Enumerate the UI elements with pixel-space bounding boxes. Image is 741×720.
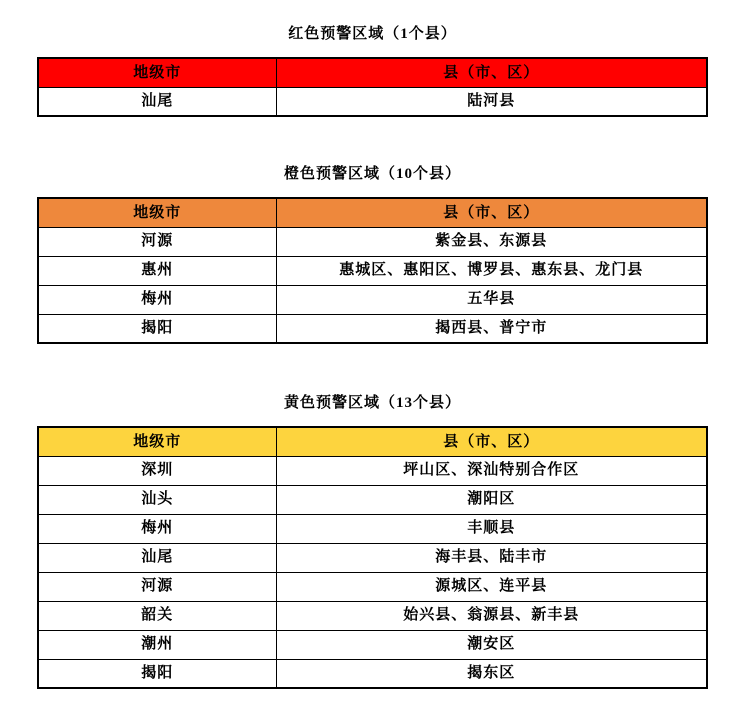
city-cell: 汕尾 [38, 87, 276, 116]
city-cell: 揭阳 [38, 314, 276, 343]
table-row [38, 456, 707, 485]
city-cell: 韶关 [38, 601, 276, 630]
red-table-header-row [38, 58, 707, 87]
county-cell: 揭东区 [276, 659, 707, 688]
table-row [38, 514, 707, 543]
table-row [38, 543, 707, 572]
county-cell: 揭西县、普宁市 [276, 314, 707, 343]
table-row [38, 314, 707, 343]
header-county: 县（市、区） [276, 58, 707, 87]
county-cell: 始兴县、翁源县、新丰县 [276, 601, 707, 630]
city-cell: 汕尾 [38, 543, 276, 572]
county-cell: 惠城区、惠阳区、博罗县、惠东县、龙门县 [276, 256, 707, 285]
table-row [38, 572, 707, 601]
county-cell: 源城区、连平县 [276, 572, 707, 601]
city-cell: 河源 [38, 572, 276, 601]
table-row [38, 485, 707, 514]
orange-table-header-row [38, 198, 707, 227]
header-county: 县（市、区） [276, 198, 707, 227]
table-row [38, 227, 707, 256]
red-warning-table [37, 57, 708, 117]
yellow-warning-section [37, 393, 708, 689]
orange-warning-title: 橙色预警区域（10个县） [283, 166, 461, 182]
header-city: 地级市 [38, 427, 276, 456]
orange-warning-section [37, 164, 708, 344]
red-warning-title: 红色预警区域（1个县） [288, 26, 457, 42]
city-cell: 深圳 [38, 456, 276, 485]
red-warning-section [37, 24, 708, 117]
table-row [38, 630, 707, 659]
table-row [38, 659, 707, 688]
county-cell: 陆河县 [276, 87, 707, 116]
header-city: 地级市 [38, 58, 276, 87]
orange-warning-table [37, 197, 708, 344]
county-cell: 丰顺县 [276, 514, 707, 543]
yellow-table-header-row [38, 427, 707, 456]
city-cell: 惠州 [38, 256, 276, 285]
city-cell: 潮州 [38, 630, 276, 659]
table-row [38, 87, 707, 116]
table-row [38, 285, 707, 314]
county-cell: 潮阳区 [276, 485, 707, 514]
city-cell: 梅州 [38, 514, 276, 543]
header-city: 地级市 [38, 198, 276, 227]
city-cell: 河源 [38, 227, 276, 256]
table-row [38, 256, 707, 285]
county-cell: 海丰县、陆丰市 [276, 543, 707, 572]
county-cell: 潮安区 [276, 630, 707, 659]
header-county: 县（市、区） [276, 427, 707, 456]
county-cell: 坪山区、深汕特别合作区 [276, 456, 707, 485]
city-cell: 梅州 [38, 285, 276, 314]
yellow-warning-title: 黄色预警区域（13个县） [283, 395, 461, 411]
county-cell: 紫金县、东源县 [276, 227, 707, 256]
yellow-warning-table [37, 426, 708, 689]
table-row [38, 601, 707, 630]
county-cell: 五华县 [276, 285, 707, 314]
city-cell: 汕头 [38, 485, 276, 514]
city-cell: 揭阳 [38, 659, 276, 688]
